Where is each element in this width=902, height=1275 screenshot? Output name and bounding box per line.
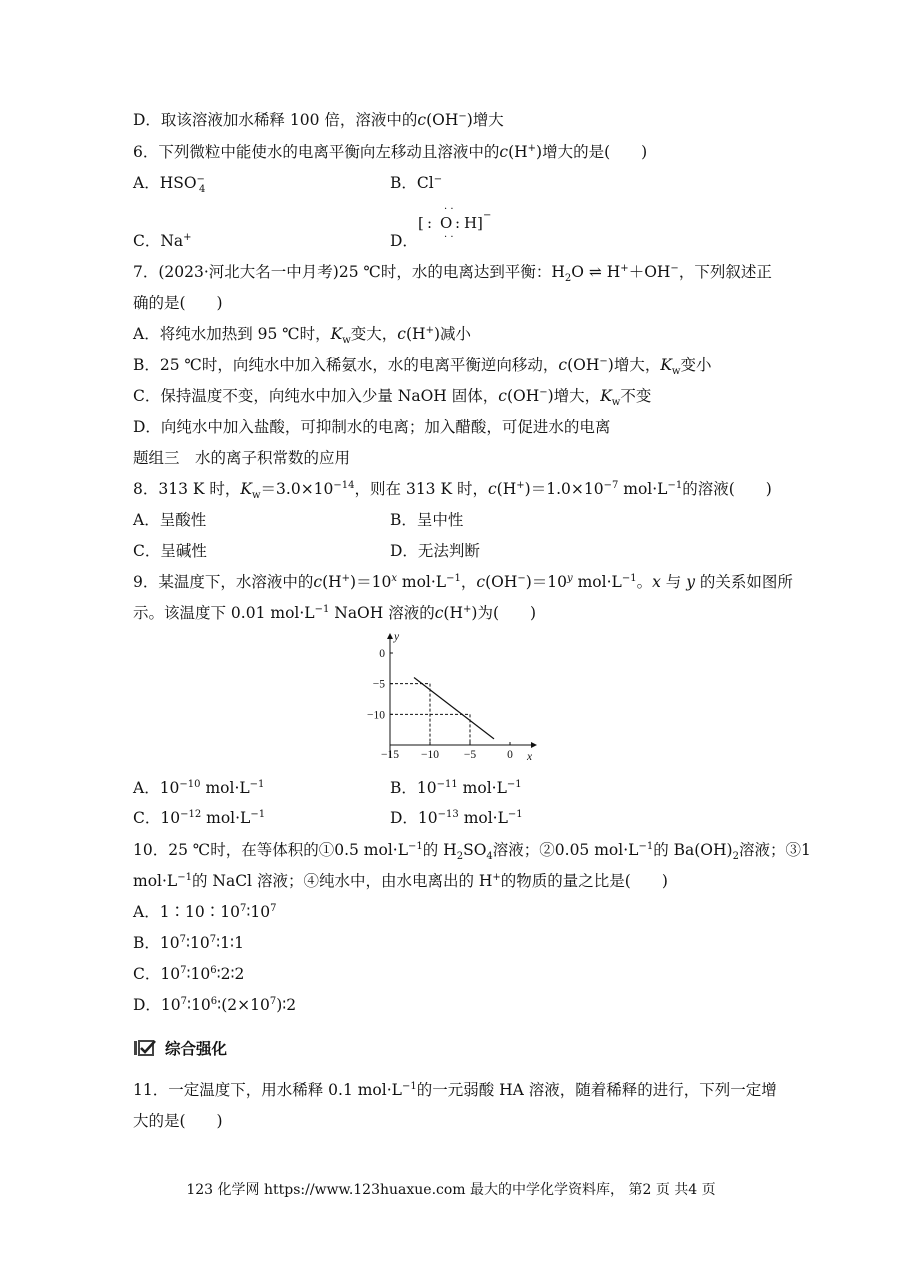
q9-option-c: C．$10^{-12}$ $mol\cdot L^{-1}$	[133, 808, 266, 827]
question-9: 9．某温度下，水溶液中的$c(H^+)=10^x$ $mol\cdot L^{-1}$，$c(OH^-)=10^y$ $mol\cdot L^{-1}$。x 与 y 的关系如图所	[133, 572, 793, 591]
question-11-cont: 大的是( )	[133, 1112, 223, 1130]
q6-option-d: D．	[390, 232, 418, 250]
q6-option-b: B．Cl−	[390, 173, 443, 192]
q7-option-c: C．保持温度不变，向纯水中加入少量 NaOH 固体，c(OH−)增大，$K_w$不变	[133, 386, 652, 409]
question-6: 6．下列微粒中能使水的电离平衡向左移动且溶液中的c(H+)增大的是( )	[133, 142, 648, 161]
q9-option-d: D．$10^{-13}$ $mol\cdot L^{-1}$	[390, 808, 523, 827]
x-tick-label: −5	[463, 749, 477, 761]
question-9-cont: 示。该温度下 0.01 $mol\cdot L^{-1}$ NaOH 溶液的c(H+)为( )	[133, 603, 537, 622]
question-10: 10．25 ℃时，在等体积的①0.5 $mol\cdot L^{-1}$的 $H_2SO_4$溶液；②0.05 $mol\cdot L^{-1}$的 $Ba(OH)_2$溶液；③1	[133, 840, 811, 863]
q9-option-b: B．$10^{-11}$ $mol\cdot L^{-1}$	[390, 778, 522, 797]
y-tick-label: −10	[367, 709, 385, 722]
q8-option-c: C．呈碱性	[133, 542, 207, 560]
checkmark-icon	[133, 1039, 157, 1057]
hydroxide-lewis-structure: · · [ : O : H ] − · ·	[418, 204, 492, 243]
q6-option-a: A．$HSO^-_4$	[133, 173, 206, 196]
question-11: 11．一定温度下，用水稀释 0.1 $mol\cdot L^{-1}$的一元弱酸 HA 溶液，随着稀释的进行，下列一定增	[133, 1080, 777, 1099]
q10-option-c: C．$10^7∶10^6∶2∶2$	[133, 964, 245, 983]
q7-option-a: A．将纯水加热到 95 ℃时，$K_w$变大，c(H+)减小	[133, 324, 472, 347]
q8-option-a: A．呈酸性	[133, 511, 207, 529]
q10-option-a: A．$1∶10∶10^7∶10^7$	[133, 902, 277, 921]
question-7-cont: 确的是( )	[133, 294, 223, 312]
q9-line-graph	[356, 630, 540, 764]
q8-option-d: D．无法判断	[390, 542, 480, 560]
y-tick-label: 0	[379, 648, 385, 660]
q6-option-c: C．Na+	[133, 231, 192, 250]
x-tick-label: −15	[381, 749, 399, 761]
question-8: 8．313 K 时，$K_w=3.0\times 10^{-14}$，则在 313 K 时，$c(H^+)=1.0\times 10^{-7}$ $mol\cdot L^{-1}$的溶液( )	[133, 479, 772, 502]
question-10-cont: $mol\cdot L^{-1}$的 NaCl 溶液；④纯水中，由水电离出的 H+的物质的量之比是( )	[133, 871, 668, 890]
x-tick-label: −10	[421, 749, 439, 761]
q5-option-d: D．取该溶液加水稀释 100 倍，溶液中的c(OH−)增大	[133, 110, 504, 129]
series-line	[414, 678, 494, 739]
section-heading: 综合强化	[133, 1037, 227, 1059]
group-3-heading: 题组三 水的离子积常数的应用	[133, 449, 351, 467]
q10-option-b: B．$10^7∶10^7∶1∶1$	[133, 933, 244, 952]
q7-option-d: D．向纯水中加入盐酸，可抑制水的电离；加入醋酸，可促进水的电离	[133, 418, 611, 436]
q8-option-b: B．呈中性	[390, 511, 464, 529]
y-tick-label: −5	[372, 678, 385, 691]
x-axis-label: x	[527, 751, 533, 763]
x-tick-label: 0	[507, 749, 513, 761]
q10-option-d: D．$10^7∶10^6∶(2\times 10^7)∶2$	[133, 995, 297, 1014]
q9-option-a: A．$10^{-10}$ $mol\cdot L^{-1}$	[133, 778, 265, 797]
question-7: 7．(2023·河北大名一中月考)25 ℃时，水的电离达到平衡：$H_2O$ ⇌ H+＋OH−，下列叙述正	[133, 262, 772, 285]
page-footer: 123 化学网 https://www.123huaxue.com 最大的中学化学资料库， 第2 页 共4 页	[186, 1182, 716, 1198]
y-axis-label: y	[394, 631, 400, 643]
q7-option-b: B．25 ℃时，向纯水中加入稀氨水，水的电离平衡逆向移动，c(OH−)增大，$K_w$变小	[133, 355, 712, 378]
